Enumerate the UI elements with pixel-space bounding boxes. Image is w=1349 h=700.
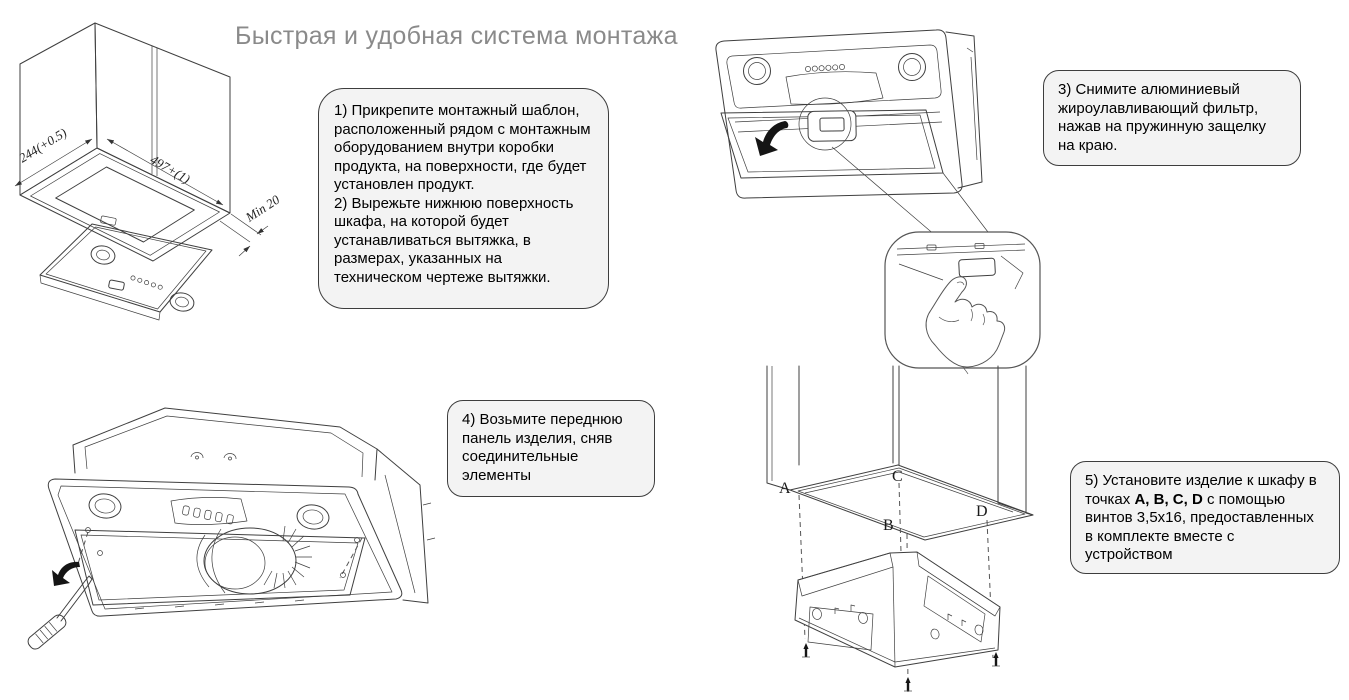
hood-body-mounting [795,552,1000,667]
hood-body-large [48,408,435,616]
mount-point-label-b: B [883,517,894,534]
filter-removal-diagram [690,12,1020,257]
grease-filter-open [721,98,943,178]
mount-point-label-a: A [779,480,791,497]
step-4-text: 4) Возьмите переднюю панель изделия, сняв соединительные элементы [462,411,623,484]
curved-arrow-icon [755,121,788,156]
step-5-text: 5) Установите изделие к шкафу в точках A, B, C, D с помощью винтов 3,5x16, предоставленных в комплекте вместе с устройством [1085,472,1317,563]
mount-point-label-d: D [976,503,988,520]
page-title: Быстрая и удобная система монтажа [235,22,678,50]
step-3-text: 3) Снимите алюминиевый жироулавливающий фильтр, нажав на пружинную защелку на краю. [1058,81,1267,154]
callout-step-3 [1043,70,1301,166]
hood-buttons [131,276,162,289]
rotate-arrow-icon [52,562,80,586]
callout-step-4 [447,400,655,497]
hood-unit-small [40,216,212,320]
dimension-depth-label: 244(+0.5) [16,124,70,166]
callout-step-5 [1070,461,1340,574]
callout-step-1-2 [318,88,609,309]
step-2-text: 2) Вырежьте нижнюю поверхность шкафа, на которой будет устанавливаться вытяжка, в размерах, указанных на техническом чертеже вытяжки. [334,194,574,286]
mount-point-label-c: C [892,468,903,485]
step-1-text: 1) Прикрепите монтажный шаблон, расположенный рядом с монтажным оборудованием внутри коробки продукта, на поверхности, где будет установлен продукт. [334,102,591,193]
hood-buttons [805,64,844,71]
dimension-clearance-label: Min 20 [242,191,283,225]
screwdriver-illustration [26,562,92,652]
detail-leader-lines [832,147,991,236]
front-panel-removal-diagram [25,385,450,700]
mounting-diagram [695,352,1047,700]
dimension-width-label: 497+(1) [147,151,193,187]
cutout-template-diagram [5,15,335,345]
hood-buttons [182,506,234,525]
mount-points-bold: A, B, C, D [1134,490,1203,508]
